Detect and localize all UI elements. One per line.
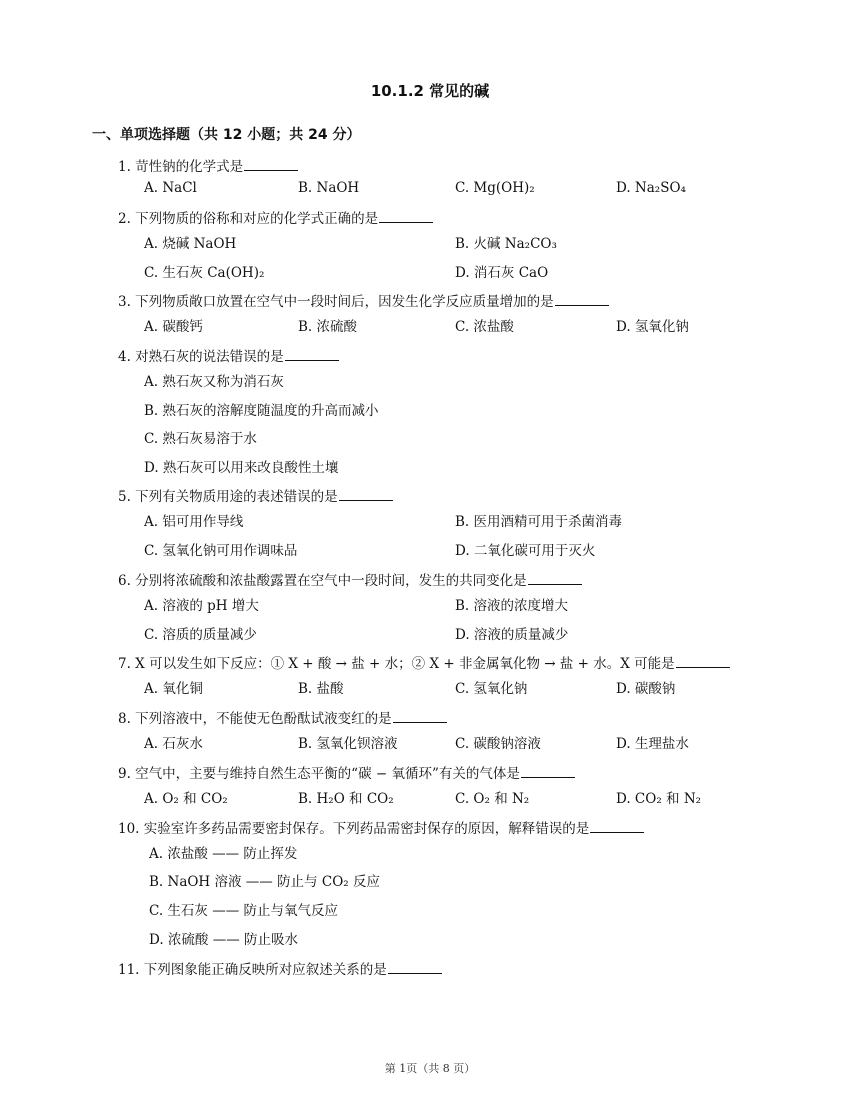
answer-blank: [590, 820, 644, 833]
page-title: 10.1.2 常见的碱: [370, 82, 490, 100]
question-3-option-a: A. 碳酸钙: [144, 319, 203, 335]
question-6-option-b: B. 溶液的浓度增大: [455, 598, 569, 614]
question-7-option-b: B. 盐酸: [298, 681, 344, 697]
question-10-option-a: A. 浓盐酸 —— 防止挥发: [149, 846, 298, 862]
question-9-option-c: C. O₂ 和 N₂: [455, 791, 530, 807]
question-4-option-c: C. 熟石灰易溶于水: [144, 431, 257, 447]
answer-blank: [393, 710, 447, 723]
question-6-option-d: D. 溶液的质量减少: [455, 627, 569, 643]
answer-blank: [379, 210, 433, 223]
question-1-option-a: A. NaCl: [144, 180, 197, 196]
question-6-stem: 6. 分别将浓硫酸和浓盐酸露置在空气中一段时间，发生的共同变化是: [118, 569, 582, 589]
question-4-stem: 4. 对熟石灰的说法错误的是: [118, 345, 339, 365]
question-5-option-a: A. 铝可用作导线: [144, 514, 244, 530]
question-9-option-a: A. O₂ 和 CO₂: [144, 791, 228, 807]
question-3-option-d: D. 氢氧化钠: [616, 319, 689, 335]
question-9-option-b: B. H₂O 和 CO₂: [298, 791, 394, 807]
question-5-stem: 5. 下列有关物质用途的表述错误的是: [118, 485, 393, 505]
question-10-option-b: B. NaOH 溶液 —— 防止与 CO₂ 反应: [149, 874, 380, 890]
answer-blank: [555, 293, 609, 306]
question-8-stem: 8. 下列溶液中，不能使无色酚酞试液变红的是: [118, 707, 447, 727]
question-8-option-c: C. 碳酸钠溶液: [455, 736, 541, 752]
answer-blank: [521, 765, 575, 778]
question-8-option-b: B. 氢氧化钡溶液: [298, 736, 398, 752]
question-8-option-a: A. 石灰水: [144, 736, 203, 752]
answer-blank: [676, 655, 730, 668]
question-1-option-c: C. Mg(OH)₂: [455, 180, 535, 196]
question-6-option-a: A. 溶液的 pH 增大: [144, 598, 259, 614]
question-7-stem: 7. X 可以发生如下反应：① X + 酸 → 盐 + 水；② X + 非金属氧化物 → 盐 + 水。X 可能是: [118, 652, 730, 672]
question-5-option-d: D. 二氧化碳可用于灭火: [455, 543, 596, 559]
question-8-option-d: D. 生理盐水: [616, 736, 689, 752]
question-2-option-b: B. 火碱 Na₂CO₃: [455, 236, 557, 252]
answer-blank: [339, 488, 393, 501]
question-10-option-d: D. 浓硫酸 —— 防止吸水: [149, 932, 299, 948]
answer-blank: [388, 961, 442, 974]
question-1-option-d: D. Na₂SO₄: [616, 180, 686, 196]
question-9-option-d: D. CO₂ 和 N₂: [616, 791, 702, 807]
question-9-stem: 9. 空气中，主要与维持自然生态平衡的“碳 − 氧循环”有关的气体是: [118, 762, 575, 782]
question-11-stem: 11. 下列图象能正确反映所对应叙述关系的是: [118, 958, 442, 978]
question-2-option-a: A. 烧碱 NaOH: [144, 236, 237, 252]
question-3-stem: 3. 下列物质敞口放置在空气中一段时间后，因发生化学反应质量增加的是: [118, 290, 609, 310]
question-7-option-d: D. 碳酸钠: [616, 681, 676, 697]
question-10-stem: 10. 实验室许多药品需要密封保存。下列药品需密封保存的原因，解释错误的是: [118, 817, 644, 837]
answer-blank: [285, 348, 339, 361]
question-7-option-c: C. 氢氧化钠: [455, 681, 528, 697]
question-6-option-c: C. 溶质的质量减少: [144, 627, 257, 643]
question-2-option-d: D. 消石灰 CaO: [455, 265, 549, 281]
question-5-option-c: C. 氢氧化钠可用作调味品: [144, 543, 298, 559]
question-3-option-c: C. 浓盐酸: [455, 319, 514, 335]
section-heading: 一、单项选择题（共 12 小题；共 24 分）: [92, 127, 361, 143]
question-10-option-c: C. 生石灰 —— 防止与氧气反应: [149, 903, 339, 919]
question-1-option-b: B. NaOH: [298, 180, 360, 196]
question-2-option-c: C. 生石灰 Ca(OH)₂: [144, 265, 265, 281]
question-4-option-a: A. 熟石灰又称为消石灰: [144, 374, 284, 390]
question-3-option-b: B. 浓硫酸: [298, 319, 358, 335]
answer-blank: [244, 158, 298, 171]
question-2-stem: 2. 下列物质的俗称和对应的化学式正确的是: [118, 207, 433, 227]
question-4-option-b: B. 熟石灰的溶解度随温度的升高而减小: [144, 403, 379, 419]
question-5-option-b: B. 医用酒精可用于杀菌消毒: [455, 514, 623, 530]
question-7-option-a: A. 氧化铜: [144, 681, 203, 697]
page-footer: 第 1页（共 8 页）: [384, 1062, 476, 1075]
answer-blank: [528, 572, 582, 585]
question-1-stem: 1. 苛性钠的化学式是: [118, 155, 298, 175]
question-4-option-d: D. 熟石灰可以用来改良酸性土壤: [144, 460, 339, 476]
